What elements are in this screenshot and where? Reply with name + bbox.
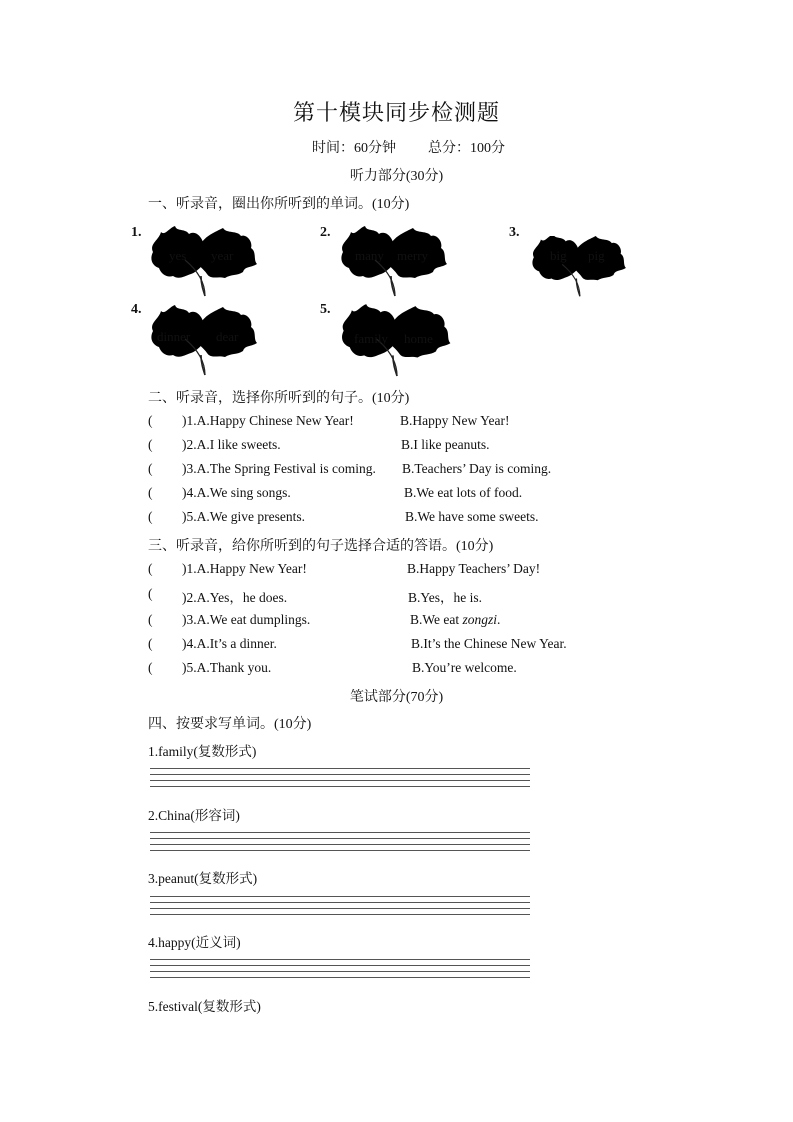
option-b-text: B.We eat	[410, 612, 463, 627]
option-b: B.We eat lots of food.	[404, 485, 523, 500]
answer-paren[interactable]: (	[148, 413, 153, 428]
answer-paren[interactable]: (	[148, 561, 153, 576]
option-b: B.I like peanuts.	[401, 437, 490, 452]
section1-heading: 一、听录音，圈出你所听到的单词。(10分)	[148, 197, 410, 212]
word-option-right[interactable]: merry	[397, 248, 429, 263]
answer-paren[interactable]: (	[148, 485, 153, 500]
option-a: )5.A.Thank you.	[182, 660, 272, 675]
option-b: B.Teachers’ Day is coming.	[402, 461, 552, 476]
option-a: )4.A.We sing songs.	[182, 485, 291, 500]
option-b: B.Yes，he is.	[408, 590, 483, 605]
item-number: 2.	[320, 225, 331, 240]
word-option-left[interactable]: family	[354, 331, 388, 346]
leaf-pair-4	[145, 300, 263, 378]
option-b-italic: zongzi	[462, 612, 498, 627]
write-item-label: 5.festival(复数形式)	[148, 999, 261, 1014]
writing-lines[interactable]	[150, 959, 530, 983]
word-option-right[interactable]: home	[404, 331, 433, 346]
answer-paren[interactable]: (	[148, 636, 153, 651]
answer-paren[interactable]: (	[148, 660, 153, 675]
option-b: B.You’re welcome.	[412, 660, 517, 675]
option-a: )3.A.The Spring Festival is coming.	[182, 461, 376, 476]
leaf-icon	[334, 300, 458, 378]
word-option-left[interactable]: big	[550, 248, 567, 263]
writing-lines[interactable]	[150, 768, 530, 792]
leaf-pair-1	[145, 222, 263, 298]
option-a: )2.A.Yes，he does.	[182, 590, 288, 605]
answer-paren[interactable]: (	[148, 509, 153, 524]
option-b-end: .	[497, 612, 501, 627]
word-option-right[interactable]: pig	[588, 248, 605, 263]
write-item-label: 1.family(复数形式)	[148, 744, 257, 759]
option-a: )1.A.Happy New Year!	[182, 561, 307, 576]
option-a: )1.A.Happy Chinese New Year!	[182, 413, 354, 428]
option-b: B.We have some sweets.	[405, 509, 539, 524]
writing-header: 笔试部分(70分)	[349, 690, 444, 705]
answer-paren[interactable]: (	[148, 586, 153, 601]
leaf-pair-5	[334, 300, 458, 378]
leaf-icon	[145, 222, 263, 298]
write-item-label: 4.happy(近义词)	[148, 935, 241, 950]
time-limit: 时间：60分钟	[312, 141, 396, 156]
answer-paren[interactable]: (	[148, 612, 153, 627]
word-option-right[interactable]: dear	[216, 329, 239, 344]
leaf-icon	[522, 236, 636, 298]
word-option-left[interactable]: dinner	[157, 329, 191, 344]
leaf-icon	[333, 222, 455, 298]
writing-lines[interactable]	[150, 832, 530, 856]
item-number: 5.	[320, 302, 331, 317]
answer-paren[interactable]: (	[148, 461, 153, 476]
item-number: 3.	[509, 225, 520, 240]
word-option-left[interactable]: many	[355, 248, 384, 263]
section4-heading: 四、按要求写单词。(10分)	[148, 717, 312, 732]
option-a: )3.A.We eat dumplings.	[182, 612, 311, 627]
word-option-right[interactable]: year	[211, 248, 234, 263]
option-b	[410, 612, 500, 628]
answer-paren[interactable]: (	[148, 437, 153, 452]
page-title: 第十模块同步检测题	[292, 100, 500, 125]
write-item-label: 3.peanut(复数形式)	[148, 871, 258, 886]
option-a: )2.A.I like sweets.	[182, 437, 281, 452]
listening-header: 听力部分(30分)	[349, 169, 444, 184]
item-number: 1.	[131, 225, 142, 240]
option-b: B.Happy Teachers’ Day!	[407, 561, 541, 576]
section2-heading: 二、听录音，选择你所听到的句子。(10分)	[148, 391, 410, 406]
leaf-pair-3	[522, 236, 636, 298]
option-a: )5.A.We give presents.	[182, 509, 306, 524]
option-b: B.Happy New Year!	[400, 413, 510, 428]
option-a: )4.A.It’s a dinner.	[182, 636, 277, 651]
item-number: 4.	[131, 302, 142, 317]
total-score: 总分：100分	[428, 141, 505, 156]
write-item-label: 2.China(形容词)	[148, 808, 240, 823]
word-option-left[interactable]: yes	[169, 248, 187, 263]
leaf-pair-2	[333, 222, 455, 298]
section3-heading: 三、听录音，给你所听到的句子选择合适的答语。(10分)	[148, 539, 494, 554]
option-b: B.It’s the Chinese New Year.	[411, 636, 567, 651]
writing-lines[interactable]	[150, 896, 530, 920]
